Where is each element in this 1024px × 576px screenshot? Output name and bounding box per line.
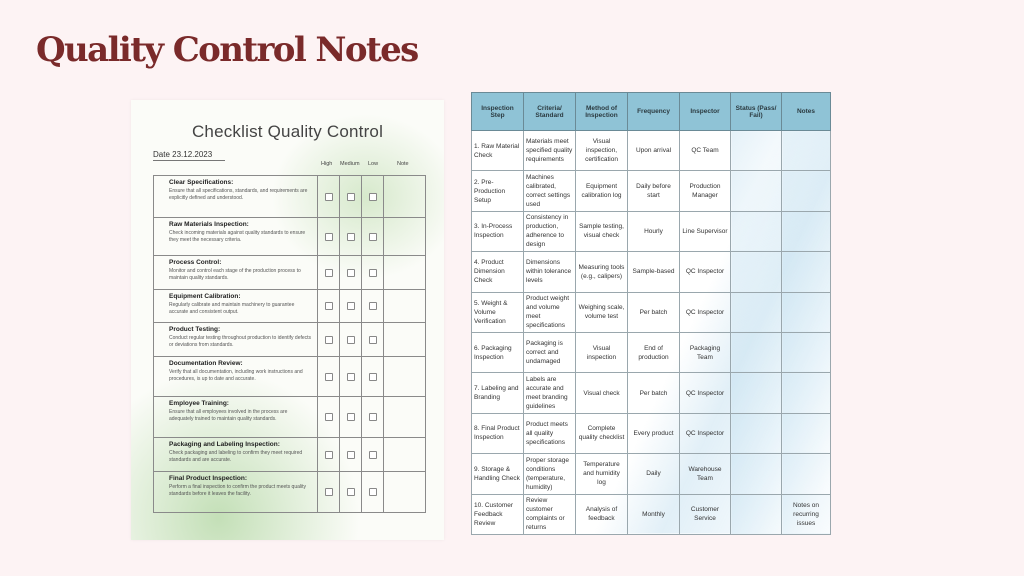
note-cell[interactable] [384,397,426,438]
table-cell: 6. Packaging Inspection [472,332,524,372]
checkbox-medium[interactable] [347,373,355,381]
table-cell: Measuring tools (e.g., calipers) [576,252,628,292]
note-cell[interactable] [384,218,426,256]
priority-cell-high [318,438,340,472]
checklist-item-title: Raw Materials Inspection: [169,221,249,228]
priority-cell-high [318,357,340,397]
checkbox-medium[interactable] [347,193,355,201]
checklist-item-title: Process Control: [169,259,222,266]
checkbox-low[interactable] [369,451,377,459]
table-cell: End of production [628,332,680,372]
checkbox-high[interactable] [325,451,333,459]
table-cell: Daily before start [628,171,680,211]
table-cell: 1. Raw Material Check [472,131,524,171]
priority-cell-low [362,323,384,357]
checklist-item-title: Product Testing: [169,326,221,333]
notes-cell[interactable] [782,292,831,332]
checklist-item [154,176,318,218]
table-row [472,131,831,171]
priority-cell-medium [340,438,362,472]
column-note: Note [397,161,409,167]
checkbox-medium[interactable] [347,269,355,277]
checklist-item-title: Documentation Review: [169,360,243,367]
table-row [472,211,831,251]
priority-cell-medium [340,397,362,438]
table-header: Inspection Step [472,93,524,131]
notes-cell[interactable] [782,454,831,494]
checklist-item-description: Monitor and control each stage of the production process to maintain quality standards. [169,268,301,281]
checkbox-high[interactable] [325,302,333,310]
notes-cell[interactable] [782,211,831,251]
note-cell[interactable] [384,472,426,513]
table-cell: Product meets all quality specifications [524,413,576,453]
column-high: High [321,161,333,167]
checkbox-high[interactable] [325,269,333,277]
checklist-item-title: Equipment Calibration: [169,293,241,300]
notes-cell[interactable]: Notes on recurring issues [782,494,831,534]
note-cell[interactable] [384,323,426,357]
checkbox-low[interactable] [369,413,377,421]
checkbox-medium[interactable] [347,488,355,496]
table-cell: Product weight and volume meet specifications [524,292,576,332]
status-cell[interactable] [731,292,782,332]
checklist-item-title: Final Product Inspection: [169,475,248,482]
checklist-item-description: Regularly calibrate and maintain machinery to guarantee accurate and consistent output. [169,302,295,315]
table-cell: 7. Labeling and Branding [472,373,524,413]
priority-cell-high [318,218,340,256]
notes-cell[interactable] [782,332,831,372]
checklist-item [154,472,318,513]
priority-cell-medium [340,290,362,323]
table-cell: Warehouse Team [680,454,731,494]
checklist-row [154,218,426,256]
page-title: Quality Control Notes [36,30,418,70]
checkbox-medium[interactable] [347,336,355,344]
checklist-item-description: Check incoming materials against quality standards to ensure they meet the necessary criteria. [169,230,306,243]
table-cell: Sample testing, visual check [576,211,628,251]
checklist-row [154,397,426,438]
priority-cell-medium [340,357,362,397]
priority-cell-high [318,323,340,357]
priority-cell-high [318,256,340,290]
checklist-item [154,357,318,397]
checkbox-medium[interactable] [347,233,355,241]
checkbox-medium[interactable] [347,302,355,310]
table-cell: Visual check [576,373,628,413]
checklist-item-description: Check packaging and labeling to confirm they meet required standards and are accurate. [169,450,303,463]
checkbox-low[interactable] [369,336,377,344]
checklist-item [154,256,318,290]
table-cell: Materials meet specified quality requirements [524,131,576,171]
table-cell: Line Supervisor [680,211,731,251]
priority-cell-low [362,256,384,290]
table-cell: Packaging is correct and undamaged [524,332,576,372]
priority-cell-medium [340,176,362,218]
priority-cell-medium [340,218,362,256]
note-cell[interactable] [384,438,426,472]
checklist-item-title: Clear Specifications: [169,179,234,186]
table-cell: Visual inspection [576,332,628,372]
checkbox-low[interactable] [369,233,377,241]
priority-cell-low [362,357,384,397]
checklist-item-description: Conduct regular testing throughout production to identify defects or deviations from standards. [169,335,312,348]
checklist-item-title: Employee Training: [169,400,229,407]
checklist-item [154,323,318,357]
table-row [472,373,831,413]
table-cell: 9. Storage & Handling Check [472,454,524,494]
checklist-item-description: Verify that all documentation, including work instructions and procedures, is up to date and accurate. [169,369,303,382]
table-cell: Weighing scale, volume test [576,292,628,332]
table-cell: Visual inspection, certification [576,131,628,171]
status-cell[interactable] [731,373,782,413]
table-cell: QC Team [680,131,731,171]
checklist-item [154,438,318,472]
checklist-grid [153,175,426,513]
quality-control-table [471,92,831,535]
checkbox-high[interactable] [325,488,333,496]
checklist-item [154,397,318,438]
table-cell: Per batch [628,292,680,332]
checklist-row [154,176,426,218]
checklist-item-description: Ensure that all specifications, standards, and requirements are explicitly defined and understood. [169,188,308,201]
checkbox-low[interactable] [369,269,377,277]
checkbox-high[interactable] [325,233,333,241]
table-cell: 8. Final Product Inspection [472,413,524,453]
checklist-title: Checklist Quality Control [191,122,384,141]
table-cell: 5. Weight & Volume Verification [472,292,524,332]
checklist-item [154,290,318,323]
table-cell: Proper storage conditions (temperature, humidity) [524,454,576,494]
checklist-row [154,472,426,513]
table-cell: Review customer complaints or returns [524,494,576,534]
checklist-item-title: Packaging and Labeling Inspection: [169,441,280,448]
priority-cell-low [362,176,384,218]
status-cell[interactable] [731,494,782,534]
checklist-card [131,100,444,540]
checkbox-low[interactable] [369,373,377,381]
priority-cell-high [318,176,340,218]
table-cell: Per batch [628,373,680,413]
priority-cell-low [362,438,384,472]
checkbox-low[interactable] [369,488,377,496]
notes-cell[interactable] [782,413,831,453]
table-row [472,494,831,534]
table-header: Frequency [628,93,680,131]
table-row [472,171,831,211]
table-header: Method of Inspection [576,93,628,131]
priority-cell-high [318,290,340,323]
notes-cell[interactable] [782,252,831,292]
table-cell: 3. In-Process Inspection [472,211,524,251]
priority-cell-low [362,397,384,438]
table-row [472,252,831,292]
checkbox-medium[interactable] [347,451,355,459]
table-cell: 2. Pre-Production Setup [472,171,524,211]
table-cell: Machines calibrated, correct settings used [524,171,576,211]
table-cell: Temperature and humidity log [576,454,628,494]
checklist-row [154,357,426,397]
priority-cell-medium [340,256,362,290]
table-cell: Packaging Team [680,332,731,372]
table-row [472,454,831,494]
table-cell: Sample-based [628,252,680,292]
table-cell: Upon arrival [628,131,680,171]
status-cell[interactable] [731,332,782,372]
table-cell: Customer Service [680,494,731,534]
checklist-item [154,218,318,256]
note-cell[interactable] [384,256,426,290]
table-cell: Hourly [628,211,680,251]
note-cell[interactable] [384,290,426,323]
table-header: Inspector [680,93,731,131]
table-cell: QC Inspector [680,413,731,453]
table-cell: Analysis of feedback [576,494,628,534]
checkbox-high[interactable] [325,193,333,201]
note-cell[interactable] [384,176,426,218]
table-cell: Every product [628,413,680,453]
status-cell[interactable] [731,171,782,211]
notes-cell[interactable] [782,131,831,171]
table-cell: Consistency in production, adherence to design [524,211,576,251]
checklist-date: Date 23.12.2023 [153,150,225,161]
table-row [472,292,831,332]
column-medium: Medium [340,161,360,167]
table-row [472,332,831,372]
checklist-item-description: Ensure that all employees involved in the process are adequately trained to maintain quality standards. [169,409,288,422]
checkbox-high[interactable] [325,336,333,344]
table-row [472,413,831,453]
table-cell: Daily [628,454,680,494]
status-cell[interactable] [731,211,782,251]
table-cell: Production Manager [680,171,731,211]
note-cell[interactable] [384,357,426,397]
checkbox-high[interactable] [325,373,333,381]
priority-cell-low [362,218,384,256]
table-header: Notes [782,93,831,131]
column-low: Low [368,161,379,167]
table-cell: QC Inspector [680,252,731,292]
status-cell[interactable] [731,252,782,292]
table-cell: QC Inspector [680,292,731,332]
table-cell: Complete quality checklist [576,413,628,453]
checkbox-low[interactable] [369,193,377,201]
checklist-row [154,256,426,290]
table-cell: Equipment calibration log [576,171,628,211]
priority-cell-medium [340,323,362,357]
status-cell[interactable] [731,413,782,453]
table-cell: 4. Product Dimension Check [472,252,524,292]
table-cell: Labels are accurate and meet branding guidelines [524,373,576,413]
table-header: Criteria/ Standard [524,93,576,131]
table-cell: Dimensions within tolerance levels [524,252,576,292]
notes-cell[interactable] [782,373,831,413]
table-cell: Monthly [628,494,680,534]
checklist-row [154,438,426,472]
checklist-item-description: Perform a final inspection to confirm the product meets quality standards before it leaves the facility. [169,484,307,497]
priority-cell-medium [340,472,362,513]
table-header: Status (Pass/ Fail) [731,93,782,131]
priority-cell-low [362,290,384,323]
status-cell[interactable] [731,454,782,494]
table-cell: QC Inspector [680,373,731,413]
checkbox-low[interactable] [369,302,377,310]
priority-cell-high [318,397,340,438]
priority-cell-low [362,472,384,513]
priority-cell-high [318,472,340,513]
checkbox-medium[interactable] [347,413,355,421]
notes-cell[interactable] [782,171,831,211]
table-cell: 10. Customer Feedback Review [472,494,524,534]
status-cell[interactable] [731,131,782,171]
checklist-row [154,323,426,357]
checklist-row [154,290,426,323]
checkbox-high[interactable] [325,413,333,421]
